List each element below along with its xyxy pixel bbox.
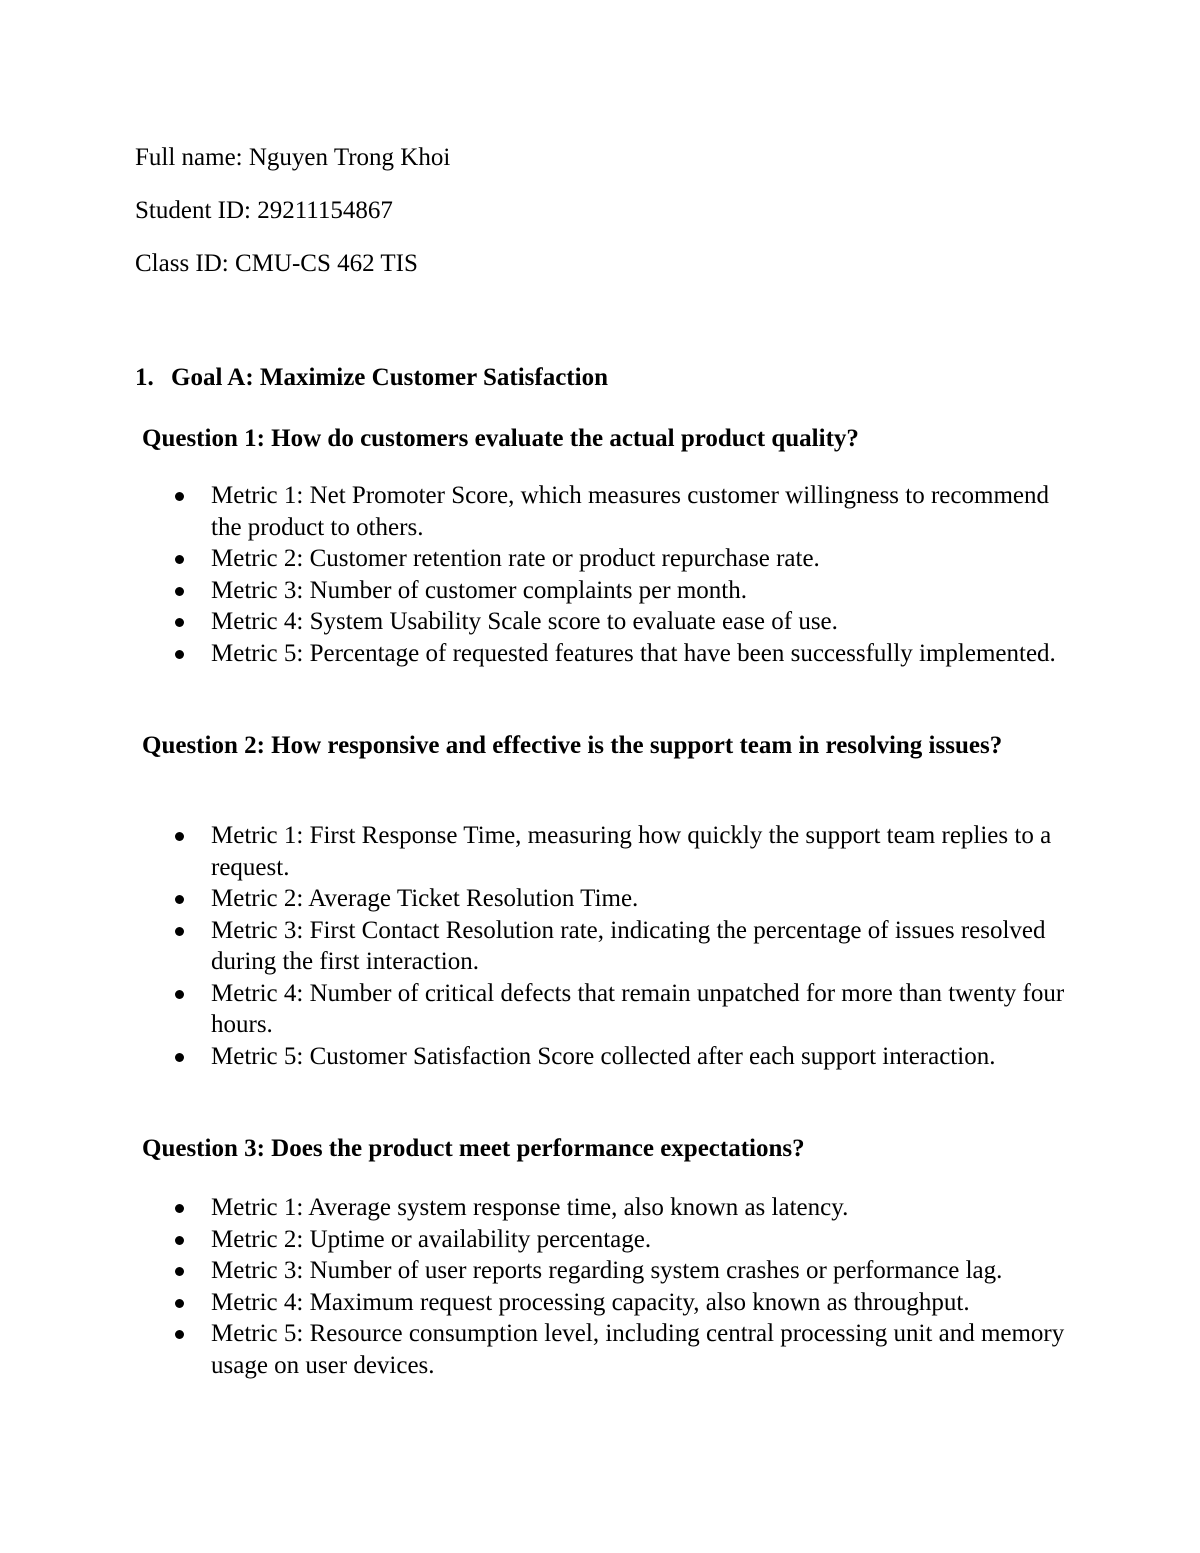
goal-heading (135, 363, 608, 393)
bullet-icon (175, 1299, 184, 1308)
bullet-icon (175, 990, 184, 999)
question-1-title: Question 1: How do customers evaluate the actual product quality? (142, 425, 859, 452)
list-item (175, 1287, 1065, 1319)
list-item (175, 1318, 1065, 1381)
metric-text: Metric 2: Uptime or availability percentage. (211, 1225, 652, 1253)
metric-text: Metric 2: Customer retention rate or product repurchase rate. (211, 545, 820, 572)
list-item (175, 883, 1065, 915)
question-1-metrics (175, 480, 1065, 669)
metric-text: Metric 5: Customer Satisfaction Score collected after each support interaction. (211, 1042, 996, 1070)
metric-text: Metric 1: Net Promoter Score, which measures customer willingness to recommend the product to others. (211, 482, 1049, 541)
bullet-icon (175, 895, 184, 904)
list-item (175, 606, 1065, 638)
list-item (175, 915, 1065, 978)
question-2-title: Question 2: How responsive and effective is the support team in resolving issues? (142, 732, 1003, 759)
class-id-line: Class ID: CMU-CS 462 TIS (135, 250, 418, 277)
metric-text: Metric 4: System Usability Scale score to evaluate ease of use. (211, 608, 838, 635)
bullet-icon (175, 555, 184, 564)
metric-text: Metric 5: Percentage of requested features that have been successfully implemented. (211, 639, 1056, 667)
bullet-icon (175, 832, 184, 841)
bullet-icon (175, 492, 184, 501)
bullet-icon (175, 1236, 184, 1245)
bullet-icon (175, 650, 184, 659)
bullet-icon (175, 1204, 184, 1213)
metric-text: Metric 3: First Contact Resolution rate, indicating the percentage of issues resolved during the first interaction. (211, 916, 1046, 975)
metric-text: Metric 2: Average Ticket Resolution Time. (211, 885, 639, 912)
question-2-metrics (175, 820, 1065, 1072)
list-item (175, 1041, 1065, 1073)
full-name-line: Full name: Nguyen Trong Khoi (135, 144, 451, 171)
bullet-icon (175, 1330, 184, 1339)
list-item (175, 543, 1065, 575)
question-3-title: Question 3: Does the product meet performance expectations? (142, 1135, 805, 1162)
list-item (175, 575, 1065, 607)
bullet-icon (175, 1267, 184, 1276)
metric-text: Metric 4: Maximum request processing capacity, also known as throughput. (211, 1288, 970, 1316)
metric-text: Metric 5: Resource consumption level, including central processing unit and memory usage on user devices. (211, 1320, 1065, 1379)
goal-title: Goal A: Maximize Customer Satisfaction (171, 364, 608, 391)
metric-text: Metric 3: Number of customer complaints per month. (211, 576, 747, 604)
bullet-icon (175, 1053, 184, 1062)
list-item (175, 638, 1065, 670)
bullet-icon (175, 927, 184, 936)
metric-text: Metric 1: First Response Time, measuring how quickly the support team replies to a request. (211, 822, 1052, 881)
bullet-icon (175, 587, 184, 596)
metric-text: Metric 3: Number of user reports regarding system crashes or performance lag. (211, 1257, 1003, 1284)
list-item (175, 1255, 1065, 1287)
bullet-icon (175, 618, 184, 627)
list-item (175, 820, 1065, 883)
list-item (175, 978, 1065, 1041)
metric-text: Metric 1: Average system response time, also known as latency. (211, 1194, 849, 1221)
list-item (175, 480, 1065, 543)
list-item (175, 1224, 1065, 1256)
question-3-metrics (175, 1192, 1065, 1381)
goal-number: 1. (135, 364, 154, 391)
student-id-line: Student ID: 29211154867 (135, 197, 393, 224)
list-item (175, 1192, 1065, 1224)
metric-text: Metric 4: Number of critical defects that remain unpatched for more than twenty four hours. (211, 979, 1065, 1038)
